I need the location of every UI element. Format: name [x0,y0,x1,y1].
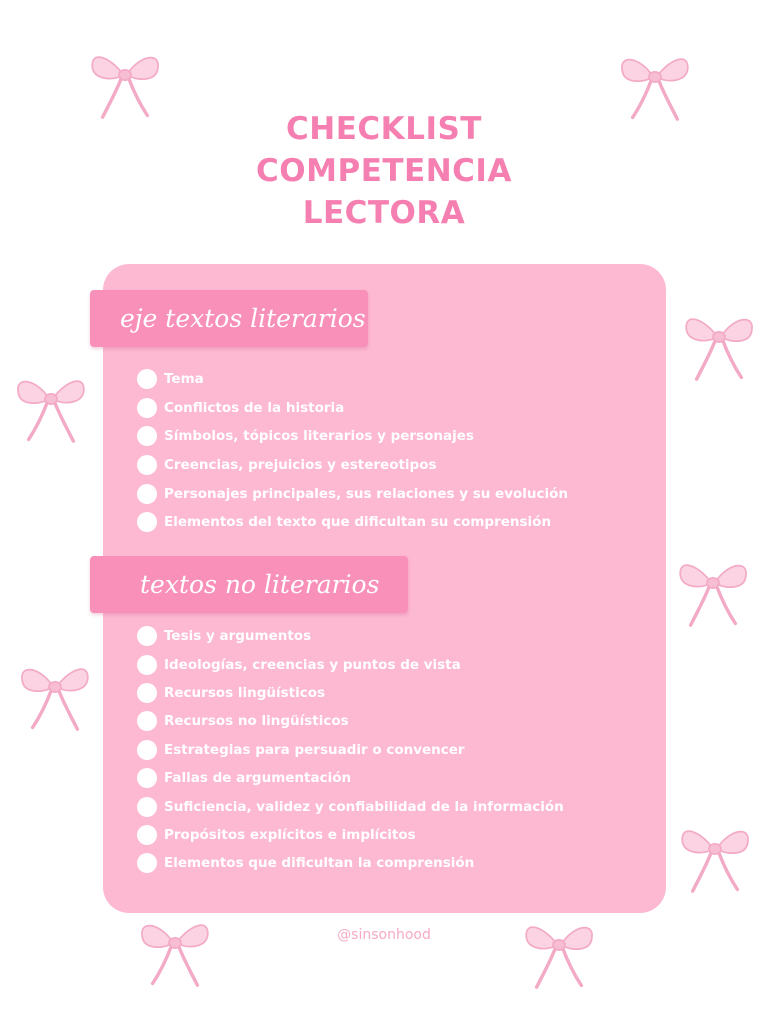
footer-handle: @sinsonhood [337,927,431,943]
checkbox[interactable] [137,683,157,703]
section-header-label: textos no literarios [140,570,380,599]
title-line: COMPETENCIA [256,153,512,189]
bow-icon [676,300,762,386]
bow-icon [12,650,98,736]
item-label: Recursos no lingüísticos [164,713,349,730]
checklist-nonliterary [137,622,564,878]
list-item [137,508,568,537]
checkbox[interactable] [137,768,157,788]
item-label: Creencias, prejuicios y estereotipos [164,457,437,474]
checkbox[interactable] [137,825,157,845]
list-item [137,394,568,423]
section-header-nonliterary [90,556,408,613]
item-label: Ideologías, creencias y puntos de vista [164,656,461,673]
item-label: Suficiencia, validez y confiabilidad de la información [164,798,564,815]
item-label: Fallas de argumentación [164,770,352,787]
list-item [137,679,564,707]
bow-icon [670,546,756,632]
section-header-label: eje textos literarios [120,304,366,333]
item-label: Conflictos de la historia [164,399,345,416]
list-item [137,764,564,792]
bow-icon [516,908,602,994]
checkbox[interactable] [137,484,157,504]
checkbox[interactable] [137,740,157,760]
bow-icon [8,362,94,448]
list-item [137,479,568,508]
checkbox[interactable] [137,853,157,873]
page-title [0,108,768,234]
item-label: Símbolos, tópicos literarios y personajes [164,428,474,445]
checkbox[interactable] [137,512,157,532]
item-label: Propósitos explícitos e implícitos [164,826,416,843]
list-item [137,707,564,735]
checkbox[interactable] [137,711,157,731]
list-item [137,365,568,394]
list-item [137,650,564,678]
checkbox[interactable] [137,626,157,646]
checkbox[interactable] [137,455,157,475]
checkbox[interactable] [137,369,157,389]
section-header-literary [90,290,368,347]
list-item [137,451,568,480]
bow-icon [132,906,218,992]
list-item [137,792,564,820]
checkbox[interactable] [137,426,157,446]
item-label: Elementos del texto que dificultan su comprensión [164,514,552,531]
item-label: Personajes principales, sus relaciones y su evolución [164,485,569,502]
bow-icon [672,812,758,898]
item-label: Tesis y argumentos [164,628,312,645]
title-line: LECTORA [302,195,466,231]
item-label: Tema [164,371,204,388]
item-label: Recursos lingüísticos [164,684,326,701]
list-item [137,736,564,764]
list-item [137,422,568,451]
checkbox[interactable] [137,655,157,675]
list-item [137,622,564,650]
item-label: Elementos que dificultan la comprensión [164,855,475,872]
checklist-literary [137,365,568,537]
title-line: CHECKLIST [286,111,482,147]
list-item [137,849,564,877]
list-item [137,821,564,849]
item-label: Estrategias para persuadir o convencer [164,741,465,758]
checkbox[interactable] [137,398,157,418]
checkbox[interactable] [137,797,157,817]
